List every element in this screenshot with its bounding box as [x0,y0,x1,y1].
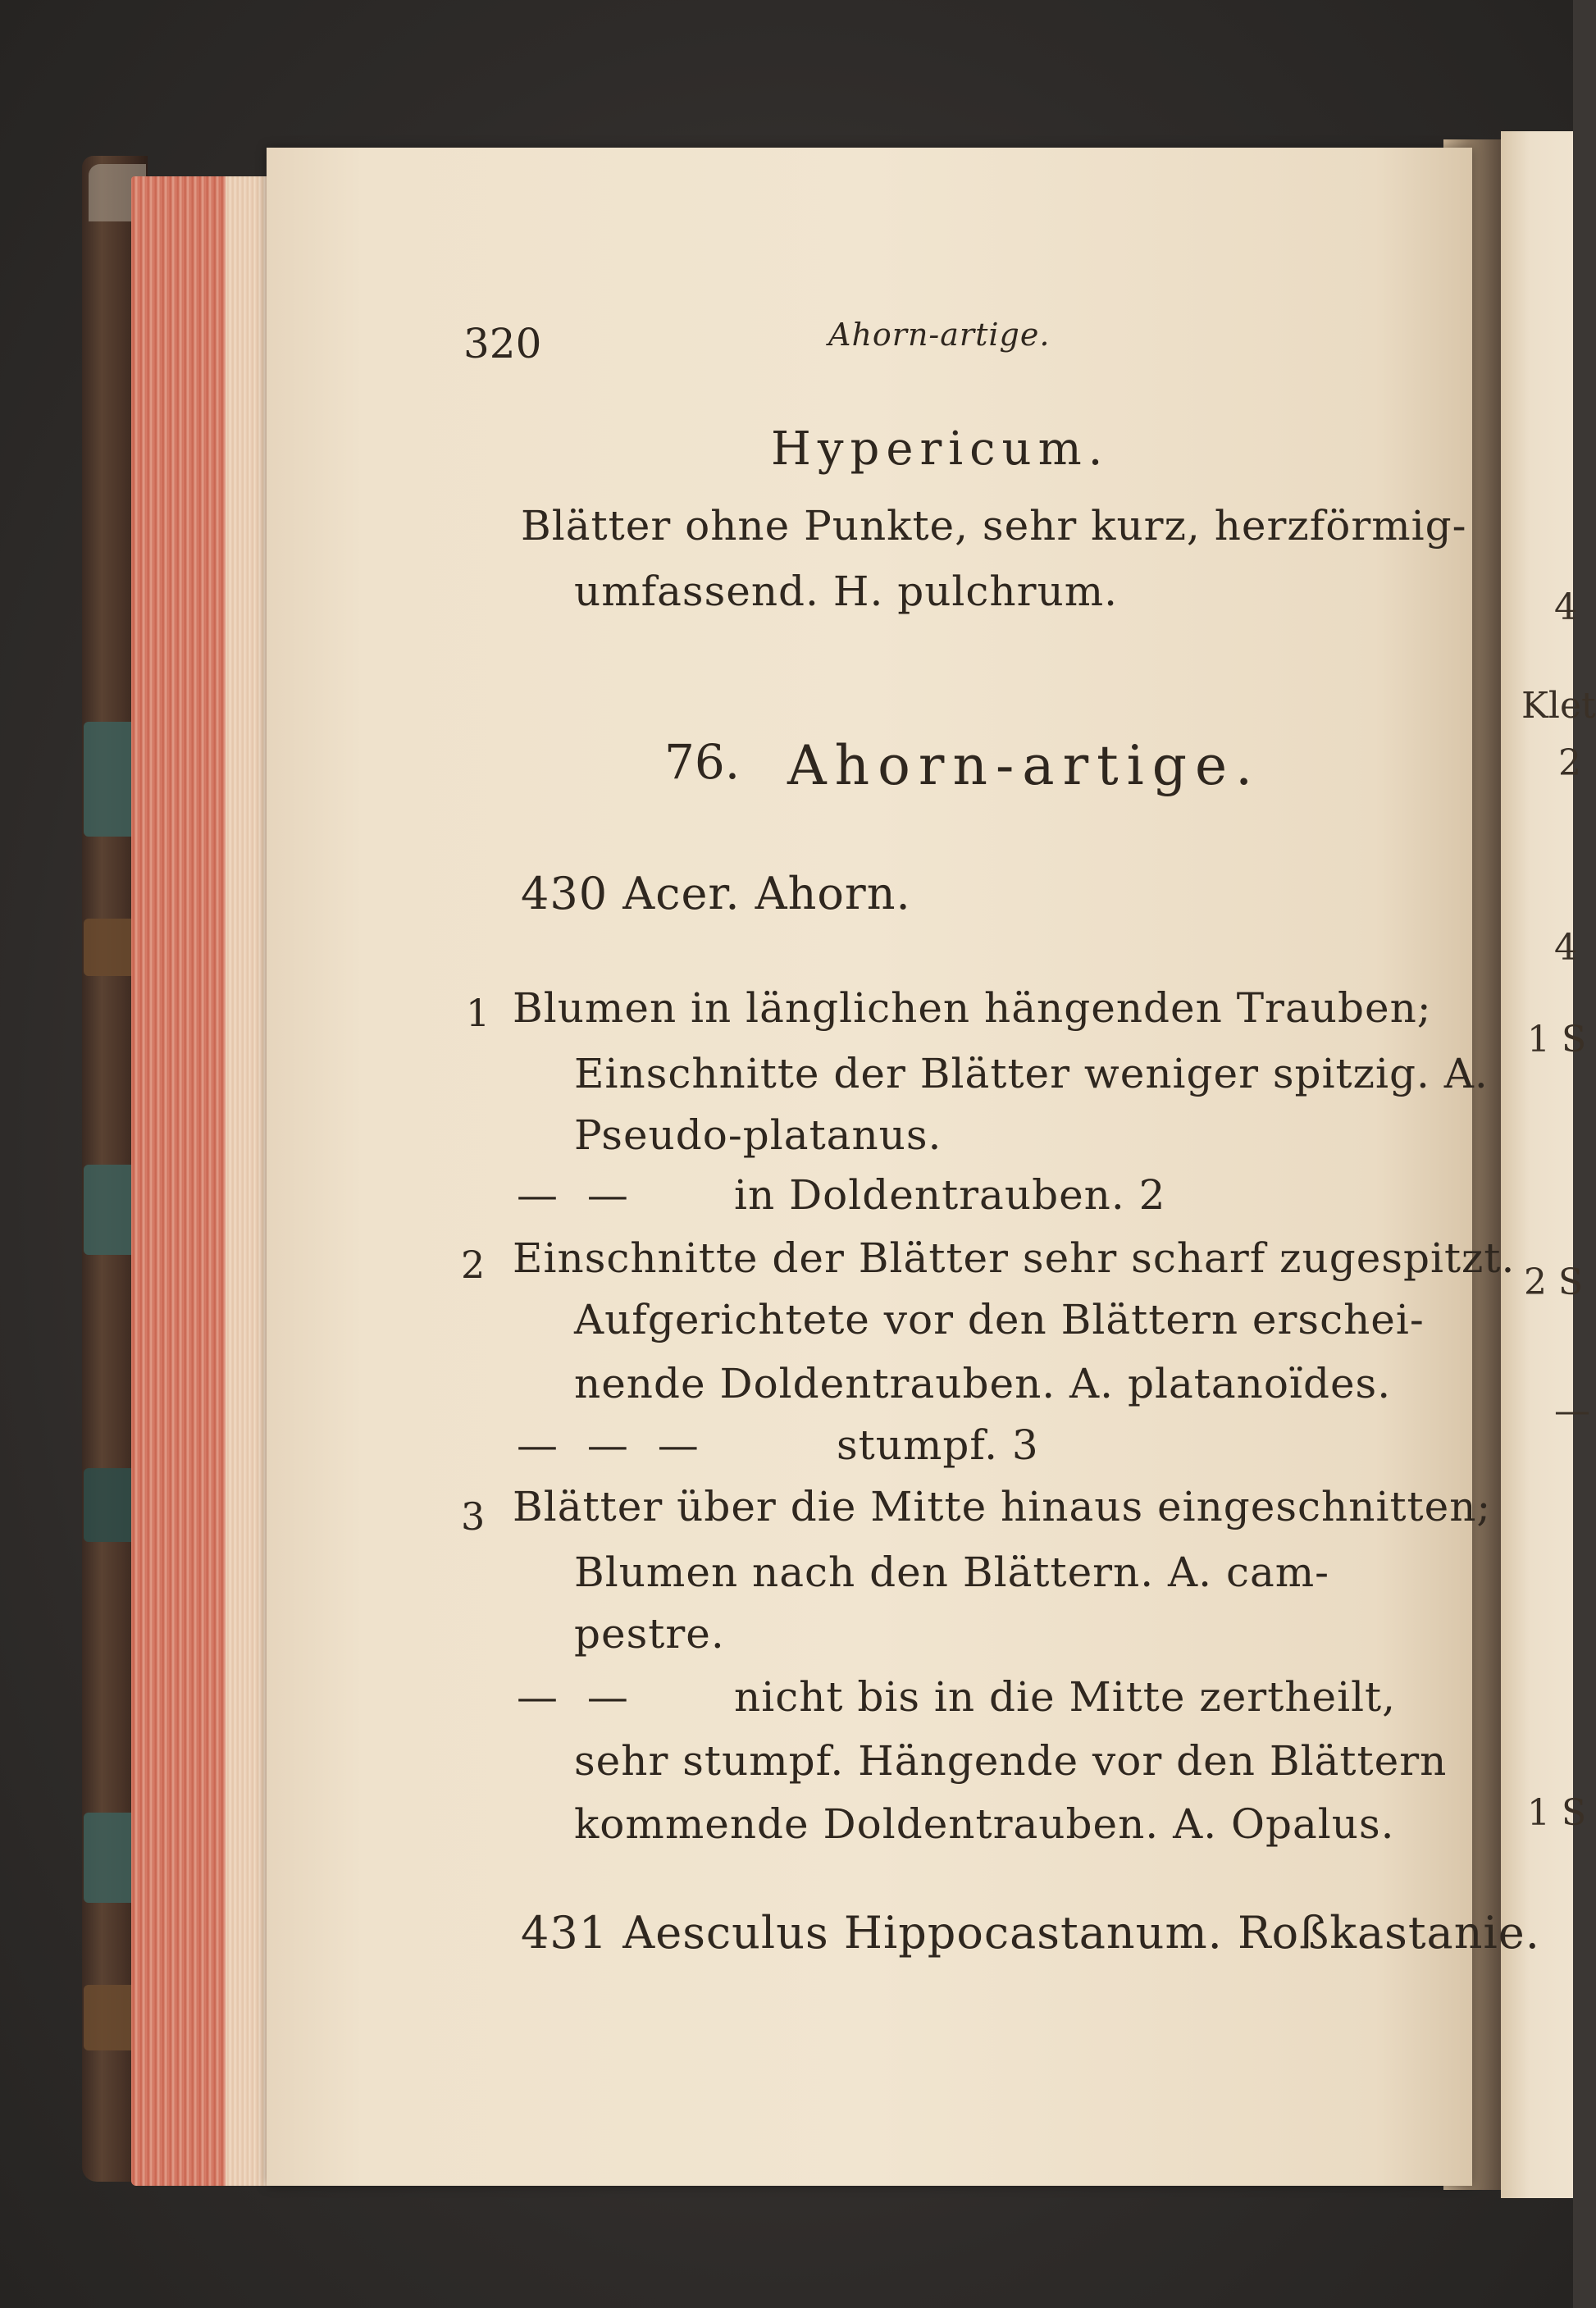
hypericum-title: Hypericum. [771,422,1110,476]
key-number: 3 [461,1494,486,1539]
running-head: Ahorn-artige. [828,317,1051,353]
section-number: 76. [664,734,741,790]
key-line: in Doldentrauben. 2 [734,1171,1166,1219]
ditto-dash: — — — [517,1421,707,1469]
facing-text: 4 [1554,927,1577,969]
genus-heading: 430 Acer. Ahorn. [521,868,911,919]
hypericum-line-1: Blätter ohne Punkte, sehr kurz, herzförmig- [521,502,1467,550]
facing-text: Klet [1521,685,1596,727]
section-title: Ahorn-artige. [787,734,1261,797]
genus-heading: 431 Aesculus Hippocastanum. Roßkastanie. [521,1907,1540,1959]
ditto-dash: — — [517,1171,636,1219]
key-line: pestre. [574,1610,725,1658]
hypericum-line-2: umfassend. H. pulchrum. [574,568,1119,615]
key-line: sehr stumpf. Hängende vor den Blättern [574,1737,1448,1785]
key-line: kommende Doldentrauben. A. Opalus. [574,1800,1395,1848]
key-line: nende Doldentrauben. A. platanoïdes. [574,1360,1392,1407]
key-number: 1 [466,991,490,1035]
key-line: Einschnitte der Blätter sehr scharf zugespitzt. [513,1234,1516,1282]
key-number: 2 [461,1243,486,1287]
facing-text: 2 S [1524,1261,1584,1303]
key-line: Einschnitte der Blätter weniger spitzig. A. [574,1050,1489,1097]
key-line: nicht bis in die Mitte zertheilt, [734,1673,1397,1721]
key-line: Blumen nach den Blättern. A. cam- [574,1549,1330,1596]
facing-text: 4 [1554,586,1577,628]
facing-page [1501,131,1573,2198]
key-line: Pseudo-platanus. [574,1111,942,1159]
key-line: Blätter über die Mitte hinaus eingeschnitten; [513,1483,1492,1530]
key-line: stumpf. 3 [837,1421,1039,1469]
key-line: Blumen in länglichen hängenden Trauben; [513,984,1432,1032]
facing-text: 1 S [1527,1019,1587,1060]
page-edges [131,176,267,2186]
facing-text: 2 [1558,742,1581,784]
key-line: Aufgerichtete vor den Blättern erschei- [574,1296,1425,1343]
facing-text: — [1554,1390,1590,1432]
page-number: 320 [463,320,542,367]
ditto-dash: — — [517,1673,636,1721]
facing-text: 1 S [1527,1792,1587,1834]
